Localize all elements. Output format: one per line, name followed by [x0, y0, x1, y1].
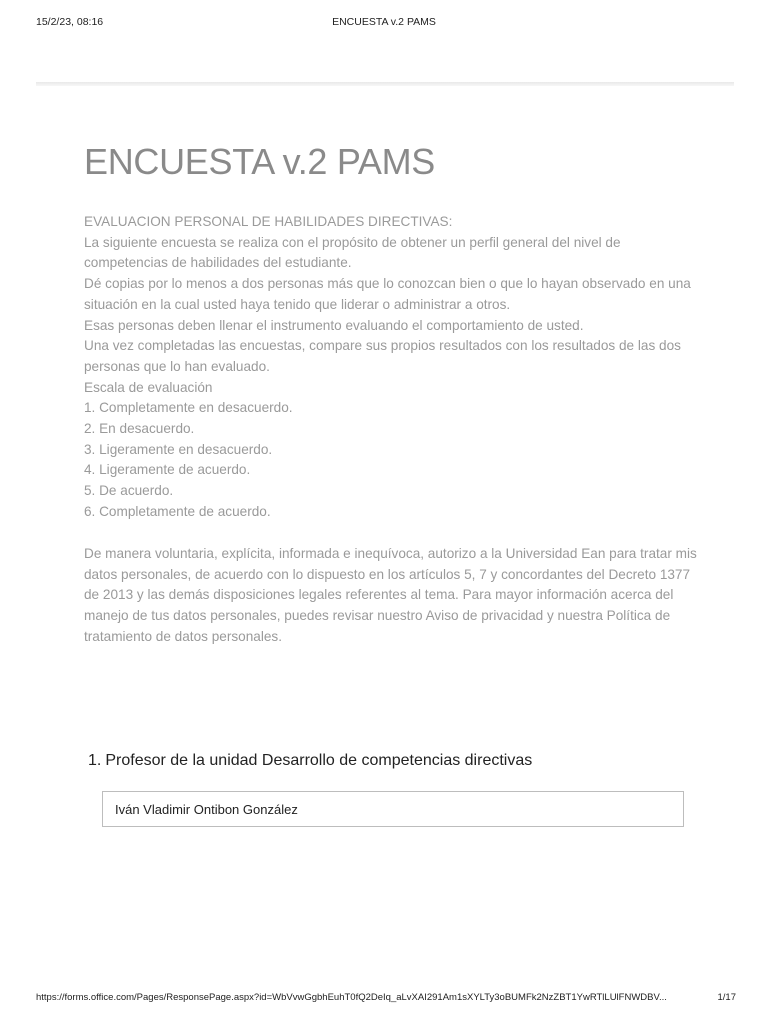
question-text: Profesor de la unidad Desarrollo de competencias directivas	[105, 752, 533, 769]
answer-input[interactable]	[102, 791, 684, 827]
form-title: ENCUESTA v.2 PAMS	[84, 141, 435, 182]
print-datetime: 15/2/23, 08:16	[36, 16, 104, 28]
print-page-title: ENCUESTA v.2 PAMS	[332, 16, 436, 28]
consent-text: De manera voluntaria, explícita, informada e inequívoca, autorizo a la Universidad Ean para tratar mis datos personales, de acuerdo con lo dispuesto en los artículos 5, 7 y concordantes del Decreto 1377 de 2013 y las demás disposiciones legales referentes al tema. Para mayor información acerca del manejo de tus datos personales, puedes revisar nuestro Aviso de privacidad y nuestra Política de tratamiento de datos personales.	[84, 546, 697, 644]
answer-value: Iván Vladimir Ontibon González	[115, 802, 298, 817]
print-header	[0, 16, 768, 30]
question-number: 1.	[88, 752, 102, 769]
page-number: 1/17	[717, 992, 736, 1003]
print-footer	[0, 992, 768, 1006]
form-description: EVALUACION PERSONAL DE HABILIDADES DIRECTIVAS: La siguiente encuesta se realiza con el propósito de obtener un perfil general del nivel de competencias de habilidades del estudiante. Dé copias por lo menos a dos personas más que lo conozcan bien o que lo hayan observado en una situación en la cual usted haya tenido que liderar o administrar a otros. Esas personas deben llenar el instrumento evaluando el comportamiento de usted. Una vez completadas las encuestas, compare sus propios resultados con los resultados de las dos personas que lo han evaluado. Escala de evaluación 1. Completamente en desacuerdo. 2. En desacuerdo. 3. Ligeramente en desacuerdo. 4. Ligeramente de acuerdo. 5. De acuerdo. 6. Completamente de acuerdo.	[84, 214, 691, 519]
page-url: https://forms.office.com/Pages/ResponsePage.aspx?id=WbVvwGgbhEuhT0fQ2DeIq_aLvXAI291Am1sXYLTy3oBUMFk2NzZBT1YwRTlLUlFNWDBV...	[36, 992, 667, 1003]
question-1	[88, 750, 532, 772]
header-divider	[36, 82, 734, 86]
